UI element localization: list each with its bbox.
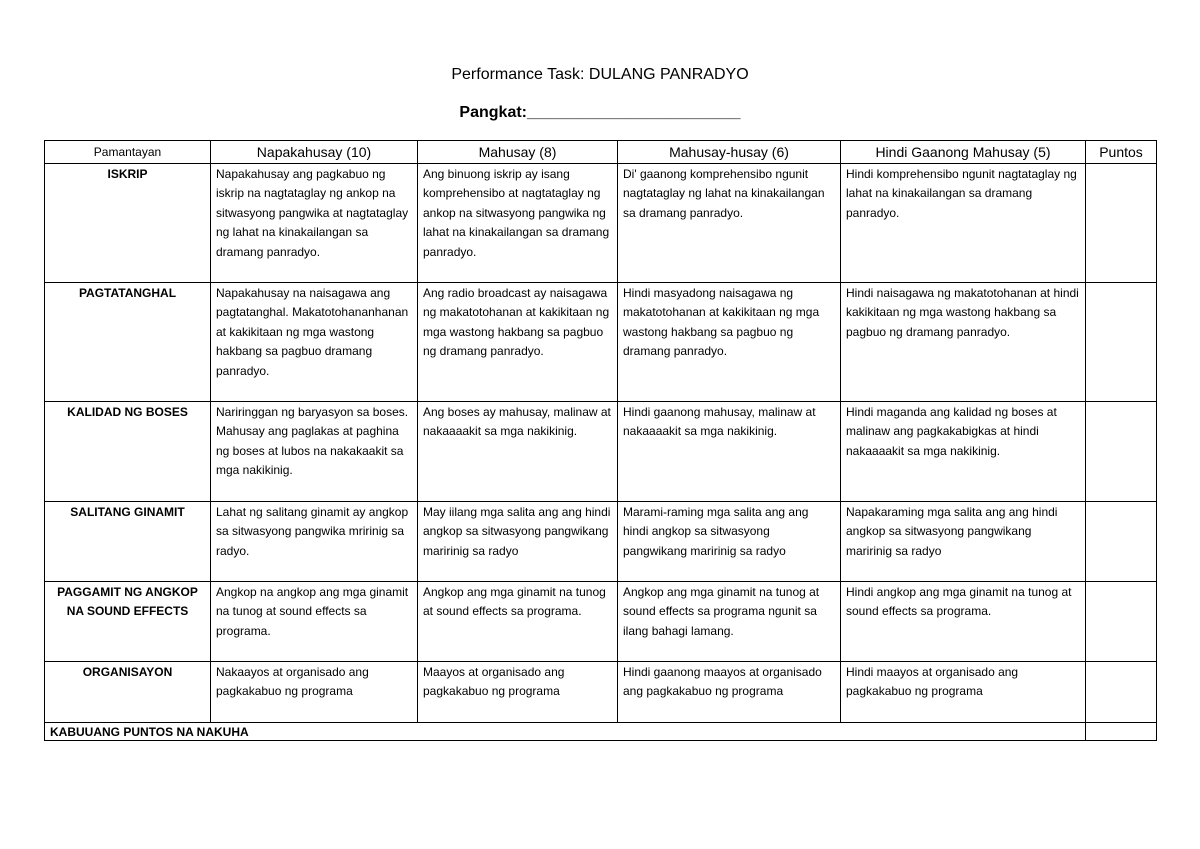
rubric-cell: Hindi komprehensibo ngunit nagtataglay ng lahat na kinakailangan sa dramang panradyo. <box>841 164 1086 283</box>
rubric-cell: Napakahusay ang pagkabuo ng iskrip na nagtataglay ng ankop na sitwasyong pangwika at nagtataglay ng lahat na kinakailangan sa dramang panradyo. <box>211 164 418 283</box>
table-row <box>45 582 1157 662</box>
rubric-cell: Hindi maganda ang kalidad ng boses at malinaw ang pagkakabigkas at hindi nakaaaakit sa mga nakikinig. <box>841 402 1086 502</box>
header-puntos: Puntos <box>1086 141 1157 164</box>
header-row <box>45 141 1157 164</box>
score-cell[interactable] <box>1086 582 1157 662</box>
table-row <box>45 502 1157 582</box>
rubric-cell: Nariringgan ng baryasyon sa boses. Mahusay ang paglakas at paghina ng boses at lubos na nakakaakit sa mga nakikinig. <box>211 402 418 502</box>
criterion-cell: PAGTATANGHAL <box>45 283 211 402</box>
rubric-cell: Maayos at organisado ang pagkakabuo ng programa <box>418 662 618 723</box>
rubric-cell: Napakaraming mga salita ang ang hindi angkop sa sitwasyong pangwikang maririnig sa radyo <box>841 502 1086 582</box>
score-cell[interactable] <box>1086 502 1157 582</box>
rubric-cell: Hindi angkop ang mga ginamit na tunog at sound effects sa programa. <box>841 582 1086 662</box>
criterion-cell: ISKRIP <box>45 164 211 283</box>
header-hindi-gaanong-mahusay: Hindi Gaanong Mahusay (5) <box>841 141 1086 164</box>
score-cell[interactable] <box>1086 283 1157 402</box>
rubric-cell: Hindi maayos at organisado ang pagkakabuo ng programa <box>841 662 1086 723</box>
table-row <box>45 662 1157 723</box>
rubric-cell: May iilang mga salita ang ang hindi angkop sa sitwasyong pangwikang maririnig sa radyo <box>418 502 618 582</box>
total-score-cell[interactable] <box>1086 723 1157 741</box>
score-cell[interactable] <box>1086 164 1157 283</box>
header-napakahusay: Napakahusay (10) <box>211 141 418 164</box>
criterion-cell: ORGANISAYON <box>45 662 211 723</box>
rubric-cell: Angkop ang mga ginamit na tunog at sound effects sa programa ngunit sa ilang bahagi lamang. <box>618 582 841 662</box>
rubric-cell: Hindi naisagawa ng makatotohanan at hindi kakikitaan ng mga wastong hakbang sa pagbuo ng dramang panradyo. <box>841 283 1086 402</box>
header-mahusay: Mahusay (8) <box>418 141 618 164</box>
rubric-cell: Marami-raming mga salita ang ang hindi angkop sa sitwasyong pangwikang maririnig sa radyo <box>618 502 841 582</box>
score-cell[interactable] <box>1086 402 1157 502</box>
score-cell[interactable] <box>1086 662 1157 723</box>
criterion-cell: SALITANG GINAMIT <box>45 502 211 582</box>
rubric-cell: Hindi gaanong maayos at organisado ang pagkakabuo ng programa <box>618 662 841 723</box>
criterion-cell: KALIDAD NG BOSES <box>45 402 211 502</box>
rubric-cell: Ang boses ay mahusay, malinaw at nakaaaakit sa mga nakikinig. <box>418 402 618 502</box>
rubric-table <box>44 140 1157 741</box>
header-criteria: Pamantayan <box>45 141 211 164</box>
criterion-cell: PAGGAMIT NG ANGKOP NA SOUND EFFECTS <box>45 582 211 662</box>
rubric-cell: Lahat ng salitang ginamit ay angkop sa sitwasyong pangwika mririnig sa radyo. <box>211 502 418 582</box>
rubric-cell: Napakahusay na naisagawa ang pagtatanghal. Makatotohananhanan at kakikitaan ng mga wastong hakbang sa pagbuo dramang panradyo. <box>211 283 418 402</box>
header-mahusay-husay: Mahusay-husay (6) <box>618 141 841 164</box>
total-label: KABUUANG PUNTOS NA NAKUHA <box>45 723 1086 741</box>
total-row <box>45 723 1157 741</box>
rubric-cell: Angkop na angkop ang mga ginamit na tunog at sound effects sa programa. <box>211 582 418 662</box>
rubric-cell: Hindi gaanong mahusay, malinaw at nakaaaakit sa mga nakikinig. <box>618 402 841 502</box>
rubric-cell: Angkop ang mga ginamit na tunog at sound effects sa programa. <box>418 582 618 662</box>
rubric-cell: Nakaayos at organisado ang pagkakabuo ng programa <box>211 662 418 723</box>
table-row <box>45 283 1157 402</box>
document-title: Performance Task: DULANG PANRADYO <box>451 66 749 83</box>
group-label: Pangkat:________________________ <box>459 104 741 121</box>
rubric-cell: Hindi masyadong naisagawa ng makatotohanan at kakikitaan ng mga wastong hakbang sa pagbuo ng dramang panradyo. <box>618 283 841 402</box>
table-row <box>45 164 1157 283</box>
rubric-cell: Di' gaanong komprehensibo ngunit nagtataglay ng lahat na kinakailangan sa dramang panradyo. <box>618 164 841 283</box>
table-row <box>45 402 1157 502</box>
rubric-cell: Ang radio broadcast ay naisagawa ng makatotohanan at kakikitaan ng mga wastong hakbang sa pagbuo ng dramang panradyo. <box>418 283 618 402</box>
rubric-cell: Ang binuong iskrip ay isang komprehensibo at nagtataglay ng ankop na sitwasyong pangwika ng lahat na kinakailangan sa dramang panradyo. <box>418 164 618 283</box>
